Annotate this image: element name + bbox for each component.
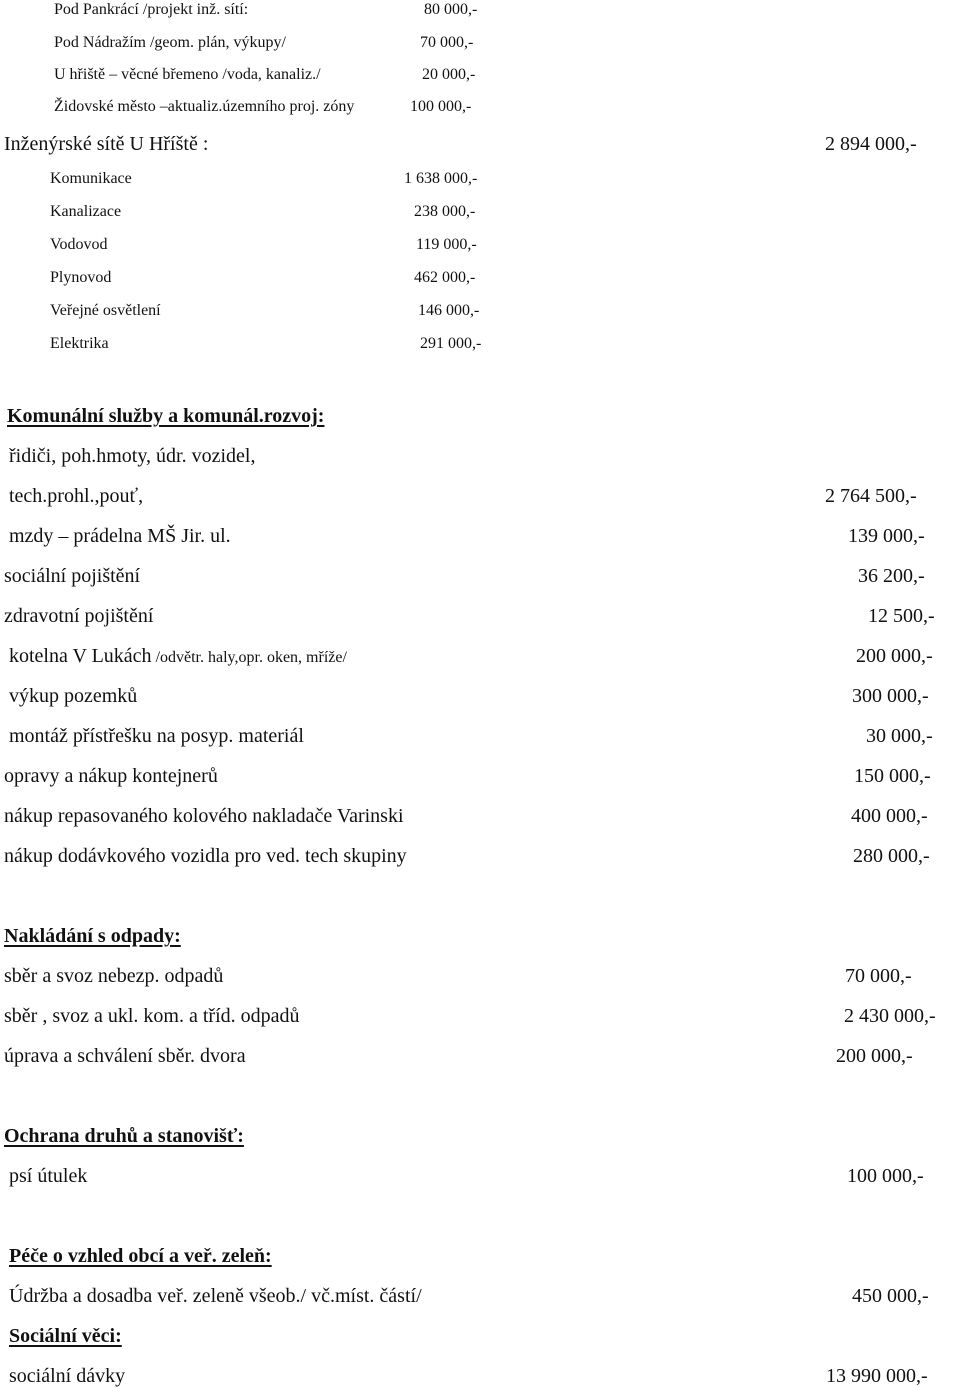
network-item-amount: 146 000,- [418,302,480,319]
municipal-item-label: nákup repasovaného kolového nakladače Varinski [4,805,404,827]
waste-item-label: sběr a svoz nebezp. odpadů [4,965,224,987]
project-label: Pod Pankrácí /projekt inž. sítí: [54,1,249,18]
municipal-item-amount: 200 000,- [856,645,933,667]
section-heading-waste: Nakládání s odpady: [4,925,181,947]
municipal-item-label: výkup pozemků [9,685,138,707]
municipal-item-label: mzdy – prádelna MŠ Jir. ul. [9,525,231,547]
project-amount: 100 000,- [410,98,472,115]
municipal-item-amount: 30 000,- [866,725,933,747]
waste-item-label: sběr , svoz a ukl. kom. a tříd. odpadů [4,1005,300,1027]
network-item-label: Elektrika [50,335,109,352]
network-item-label: Veřejné osvětlení [50,302,161,319]
municipal-item-amount: 280 000,- [853,845,930,867]
municipal-item-label: sociální pojištění [4,565,141,587]
project-amount: 20 000,- [422,66,476,83]
social-item-amount: 13 990 000,- [826,1365,928,1387]
project-label: Židovské město –aktualiz.územního proj. zóny [54,98,355,115]
species-item-amount: 100 000,- [847,1165,924,1187]
municipal-item-label: nákup dodávkového vozidla pro ved. tech skupiny [4,845,407,867]
project-amount: 70 000,- [420,34,474,51]
project-label: U hřiště – věcné břemeno /voda, kanaliz./ [54,66,321,83]
section-heading-municipal: Komunální služby a komunál.rozvoj: [7,405,325,427]
network-item-amount: 238 000,- [414,203,476,220]
waste-item-amount: 70 000,- [845,965,912,987]
network-item-amount: 462 000,- [414,269,476,286]
network-item-label: Plynovod [50,269,112,286]
greenery-item-amount: 450 000,- [852,1285,929,1307]
municipal-item-label: montáž přístřešku na posyp. materiál [9,725,304,747]
municipal-item-amount: 150 000,- [854,765,931,787]
species-item-label: psí útulek [9,1165,88,1187]
municipal-item-amount: 400 000,- [851,805,928,827]
municipal-item-amount: 12 500,- [868,605,935,627]
waste-item-amount: 2 430 000,- [844,1005,936,1027]
municipal-item-amount: 300 000,- [852,685,929,707]
municipal-item-note: /odvětr. haly,opr. oken, mříže/ [155,649,347,666]
municipal-item-label: kotelna V Lukách [9,645,152,667]
municipal-item-label: opravy a nákup kontejnerů [4,765,218,787]
network-item-label: Kanalizace [50,203,122,220]
network-item-amount: 1 638 000,- [404,170,478,187]
social-item-label: sociální dávky [9,1365,126,1387]
municipal-line: tech.prohl.,pouť, [9,485,144,507]
section-heading-social: Sociální věci: [9,1325,122,1347]
project-label: Pod Nádražím /geom. plán, výkupy/ [54,34,286,51]
site-networks-total: 2 894 000,- [825,133,917,155]
project-amount: 80 000,- [424,1,478,18]
greenery-item-label: Údržba a dosadba veř. zeleně všeob./ vč.míst. částí/ [9,1285,422,1307]
municipal-amount: 2 764 500,- [825,485,917,507]
section-heading-greenery: Péče o vzhled obcí a veř. zeleň: [9,1245,272,1267]
municipal-item-amount: 139 000,- [848,525,925,547]
network-item-label: Vodovod [50,236,108,253]
network-item-label: Komunikace [50,170,132,187]
waste-item-label: úprava a schválení sběr. dvora [4,1045,246,1067]
site-networks-title: Inženýrské sítě U Hříště : [4,133,209,155]
section-heading-species: Ochrana druhů a stanovišť: [4,1125,244,1147]
waste-item-amount: 200 000,- [836,1045,913,1067]
municipal-item-amount: 36 200,- [858,565,925,587]
network-item-amount: 291 000,- [420,335,482,352]
municipal-line: řidiči, poh.hmoty, údr. vozidel, [9,445,256,467]
municipal-item-label: zdravotní pojištění [4,605,154,627]
municipal-item-row [9,646,347,666]
network-item-amount: 119 000,- [416,236,477,253]
